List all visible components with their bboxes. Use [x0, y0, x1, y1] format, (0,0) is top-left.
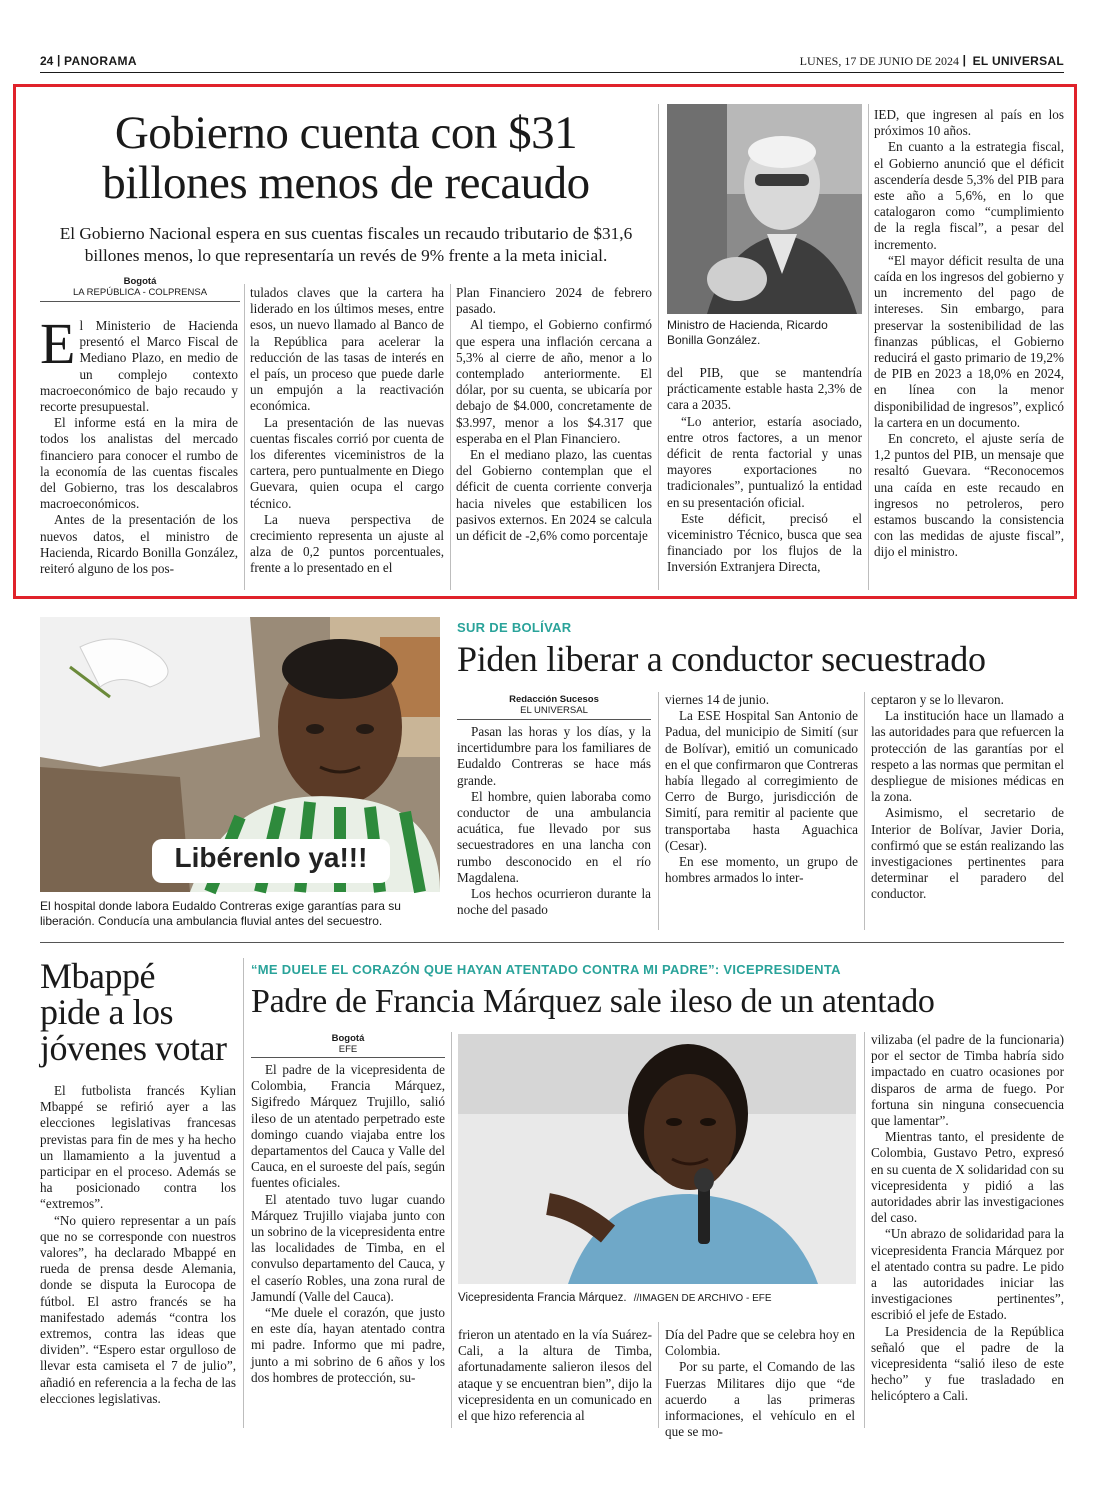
story1-col3: Plan Financiero 2024 de febrero pasado. Al tiempo, el Gobierno confirmó que espera una inflación cercana a 5,3% al cierre de año, menor a lo contemplado anteriormente. El dólar, por su cuenta, se ubicaría por debajo de $4.000, concretamente de $3.997, menor a los $4.317 que esperaba en el Plan Financiero. En el mediano plazo, las cuentas del Gobierno contemplan que el déficit de cuenta corriente converja hacia niveles que estabilicen los pasivos externos. En 2024 se calcula un déficit de -2,6% como porcentaje [456, 285, 652, 544]
photo-overlay-text: Libérenlo ya!!! [174, 842, 368, 873]
section-name: PANORAMA [64, 54, 137, 68]
minister-photo [667, 104, 862, 314]
story1-headline: Gobierno cuenta con $31 billones menos de recaudo [102, 107, 590, 209]
dropcap: E [40, 311, 76, 376]
story2-kicker: SUR DE BOLÍVAR [457, 620, 572, 635]
story3-headline: Mbappé pide a los jóvenes votar [40, 956, 227, 1068]
story2-col1: Pasan las horas y los días, y la incertidumbre para los familiares de Eudaldo Contreras se hace más grande. El hombre, quien laboraba como conductor de una ambulancia acuática, fue llevado por sus secuestradores en una lancha con rumbo desconocido en el río Magdalena. Los hechos ocurrieron durante la noche del pasado [457, 724, 651, 918]
story3-body: El futbolista francés Kylian Mbappé se refirió ayer a las elecciones legislativas francesas previstas para fin de mes y ha hecho un llamamiento a la juventud a participar en el proceso. Además se ha posicionado contra los “extremos”. “No quiero representar a un país que no se corresponde con nuestros valores”, ha declarado Mbappé en rueda de prensa desde Alemania, donde se disputa la Eurocopa de fútbol. El astro francés se ha manifestado además “contra los extremos, contra las ideas que dividen”. “Espero estar orgulloso de llevar esta camiseta el 7 de julio”, añadió en referencia a la fecha de las elecciones legislativas. [40, 1083, 236, 1406]
story1-deck: El Gobierno Nacional espera en sus cuentas fiscales un recaudo tributario de $31,6 billones menos, lo que representaría un revés de 9% frente a la meta inicial. [59, 224, 633, 265]
story4-headline: Padre de Francia Márquez sale ileso de un atentado [251, 983, 935, 1020]
page-number: 24 [40, 54, 54, 68]
page-date: LUNES, 17 DE JUNIO DE 2024 [799, 54, 959, 68]
story1-col2: tulados claves que la cartera ha liderado en los últimos meses, entre esos, un nuevo llamado al Banco de la República para acelerar la reducción de las tasas de interés en el país, un proceso que puede darle un empujón a la reactivación económica. La presentación de las nuevas cuentas fiscales corrió por cuenta de los diferentes viceministros de la cartera, pero puntualmente en Diego Guevara, quien ocupa el cargo técnico. La nueva perspectiva de crecimiento representa un ajuste al alza de 0,2 puntos porcentuales, frente a lo presentado en el [250, 285, 444, 576]
vicepresident-photo [458, 1034, 856, 1284]
story4-kicker: “ME DUELE EL CORAZÓN QUE HAYAN ATENTADO CONTRA MI PADRE”: VICEPRESIDENTA [251, 962, 841, 977]
story4-col3: Día del Padre que se celebra hoy en Colombia. Por su parte, el Comando de las Fuerzas Militares dijo que “de acuerdo a las primeras informaciones, el vehículo en el que se mo- [665, 1327, 855, 1440]
story1-photo-caption: Ministro de Hacienda, Ricardo Bonilla González. [667, 318, 828, 347]
story2-col3: ceptaron y se lo llevaron. La institución hace un llamado a las autoridades para que refuercen la protección de las garantías por el respeto a las normas que permitan el despliegue de misiones médicas en la zona. Asimismo, el secretario de Interior de Bolívar, Javier Doria, confirmó que se están realizando las investigaciones pertinentes para determinar el paradero del conductor. [871, 692, 1064, 902]
header-rule [40, 72, 1064, 73]
story1-col1: E l Ministerio de Hacienda presentó el Marco Fiscal de Mediano Plazo, en medio de un complejo contexto macroeconómico de bajo recaudo y recorte presupuestal. El informe está en la mira de todos los analistas del mercado financiero para conocer el rumbo de la economía de las cuentas fiscales del Gobierno, tras los descalabros macroeconómicos. Antes de la presentación de los nuevos datos, el ministro de Hacienda, Ricardo Bonilla González, reiteró alguno de los pos- [40, 311, 238, 577]
story4-col2: frieron un atentado en la vía Suárez-Cali, a la altura de Timba, afortunadamente salieron ilesos del ataque y se encuentran bien”, dijo la vicepresidenta en un comunicado en el que hizo referencia al [458, 1327, 652, 1424]
story2-byline: Redacción Sucesos EL UNIVERSAL [509, 694, 599, 716]
page-header: 24 | PANORAMA LUNES, 17 DE JUNIO DE 2024 | EL UNIVERSAL [40, 53, 1064, 68]
story2-col2: viernes 14 de junio. La ESE Hospital San Antonio de Padua, del municipio de Simití (sur de Bolívar), emitió un comunicado en el que confirmaron que Contreras había llegado al corregimiento de Cerro de Burgo, jurisdicción de Simití, para remitir al paciente que transportaba hasta Aguachica (Cesar). En ese momento, un grupo de hombres armados lo inter- [665, 692, 858, 886]
paper-name: EL UNIVERSAL [972, 54, 1064, 68]
hostage-photo [40, 617, 440, 892]
story4-col4: vilizaba (el padre de la funcionaria) por el sector de Timba habría sido impactado en cuatro ocasiones por disparos de arma de fuego. Por fortuna sin ninguna consecuencia que lamentar”. Mientras tanto, el presidente de Colombia, Gustavo Petro, expresó en su cuenta de X solidaridad con su vicepresidenta y pidió a las autoridades abrir las investigaciones del caso. “Un abrazo de solidaridad para la vicepresidenta Francia Márquez por el atentado contra su padre. Le pido a las autoridades iniciar las investigaciones pertinentes”, escribió el jefe de Estado. La Presidencia de la República señaló que el padre de la vicepresidenta “salió ileso de este hecho” y fue trasladado en helicóptero a Cali. [871, 1032, 1064, 1404]
story4-photo-caption: Vicepresidenta Francia Márquez. //IMAGEN DE ARCHIVO - EFE [458, 1292, 772, 1304]
story4-col1: El padre de la vicepresidenta de Colombia, Francia Márquez, Sigifredo Márquez Trujillo, salió ileso de un atentado perpetrado este domingo cuando viajaba entre los departamentos del Cauca y Valle del Cauca, en el suroeste del país, según fuentes oficiales. El atentado tuvo lugar cuando Márquez Trujillo viajaba junto con un sobrino de la vicepresidenta entre las localidades de Timba, en el convulso departamento del Cauca, y el caserío Robles, una zona rural de Jamundí (Valle del Cauca). “Me duele el corazón, que justo en este día, hayan atentado contra mi padre. Informo que mi padre, junto a mi sobrino de 6 años y los dos hombres de protección, su- [251, 1062, 445, 1385]
story2-headline: Piden liberar a conductor secuestrado [457, 639, 986, 679]
story1-col4: del PIB, que se mantendría prácticamente estable hasta 2,3% de cara a 2035. “Lo anterior, estaría asociado, entre otros factores, a un menor déficit de renta factorial y unas mayores exportaciones no tradicionales”, puntualizó la entidad en su presentación oficial. Este déficit, precisó el viceministro Técnico, busca que sea financiado por los flujos de la Inversión Extranjera Directa, [667, 365, 862, 575]
story2-photo-caption: El hospital donde labora Eudaldo Contreras exige garantías para su liberación. Conducía una ambulancia fluvial antes del secuestro. [40, 899, 401, 928]
story4-byline: Bogotá EFE [331, 1033, 365, 1055]
story1-byline: Bogotá LA REPÚBLICA - COLPRENSA [72, 276, 208, 298]
story1-col5: IED, que ingresen al país en los próximos 10 años. En cuanto a la estrategia fiscal, el Gobierno anunció que el déficit ascendería desde 5,3% del PIB para este año a 5,6%, en lo que catalogaron como “cumplimiento de la regla fiscal”, a pesar del incremento. “El mayor déficit resulta de una caída en los ingresos del gobierno y un incremento del pago de intereses. Sin embargo, para preservar la sostenibilidad de las finanzas públicas, el Gobierno reducirá el gasto primario de 19,2% de PIB en 2023 a 18,0% en 2024, en línea con la menor disponibilidad de ingresos”, explicó la cartera en un documento. En concreto, el ajuste sería de 1,2 puntos del PIB, un mensaje que resaltó Guevara. “Reconocemos una caída en este recaudo en ingresos no petroleros, pero estamos buscando la consistencia con las medidas de ajuste fiscal”, dijo el ministro. [874, 107, 1064, 560]
